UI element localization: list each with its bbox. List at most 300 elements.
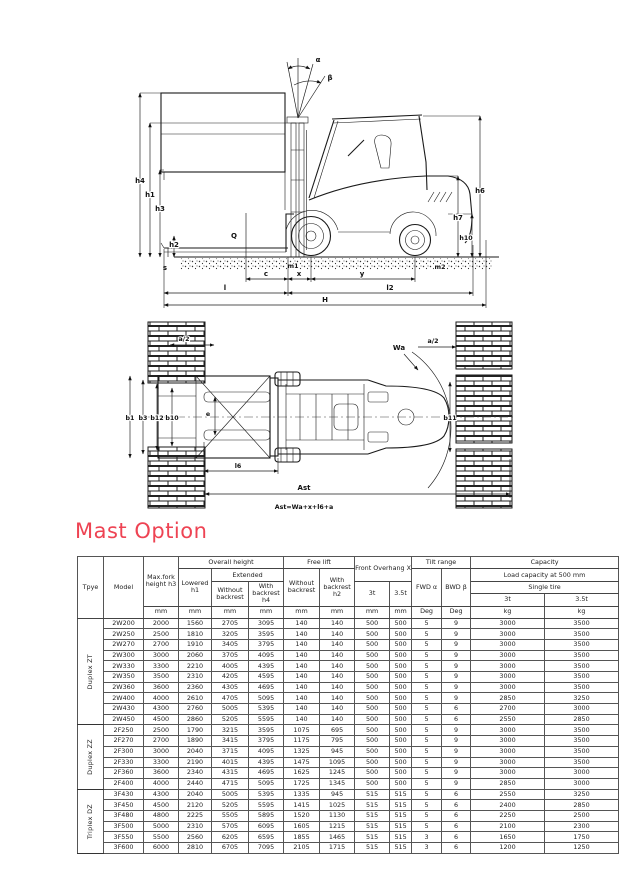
value-cell: 4695 <box>249 682 284 693</box>
value-cell: 1200 <box>471 843 545 854</box>
value-cell: 6 <box>442 810 471 821</box>
header-type: Tpye <box>78 557 104 619</box>
unit-cell: Deg <box>442 606 471 618</box>
value-cell: 1625 <box>284 768 320 779</box>
value-cell: 500 <box>390 629 412 640</box>
value-cell: 4300 <box>144 789 179 800</box>
value-cell: 3000 <box>471 672 545 683</box>
value-cell: 515 <box>390 810 412 821</box>
seat <box>375 135 391 168</box>
value-cell: 7095 <box>249 843 284 854</box>
value-cell: 5 <box>412 810 442 821</box>
model-cell: 3F430 <box>104 789 144 800</box>
rear-tire <box>368 432 388 442</box>
value-cell: 2810 <box>179 843 212 854</box>
value-cell: 5 <box>412 629 442 640</box>
value-cell: 3205 <box>212 629 249 640</box>
value-cell: 500 <box>355 704 390 715</box>
unit-cell: kg <box>545 606 619 618</box>
value-cell: 140 <box>284 650 320 661</box>
header-tilt-range: Tilt range <box>412 557 471 569</box>
table-row <box>78 800 619 811</box>
value-cell: 9 <box>442 672 471 683</box>
model-cell: 2W430 <box>104 704 144 715</box>
value-cell: 2500 <box>545 810 619 821</box>
value-cell: 9 <box>442 639 471 650</box>
value-cell: 500 <box>355 725 390 736</box>
value-cell: 2550 <box>471 789 545 800</box>
value-cell: 4715 <box>212 778 249 789</box>
value-cell: 140 <box>284 704 320 715</box>
value-cell: 2040 <box>179 746 212 757</box>
value-cell: 500 <box>355 768 390 779</box>
value-cell: 500 <box>355 618 390 629</box>
table-row <box>78 725 619 736</box>
value-cell: 5095 <box>249 693 284 704</box>
header-overhang-35t: 3.5t <box>390 581 412 606</box>
value-cell: 500 <box>355 746 390 757</box>
front-tire <box>275 372 300 386</box>
top-view-drawing <box>118 316 516 524</box>
value-cell: 5095 <box>249 778 284 789</box>
front-wheel <box>292 217 331 256</box>
value-cell: 9 <box>442 693 471 704</box>
model-cell: 3F550 <box>104 832 144 843</box>
value-cell: 3000 <box>471 650 545 661</box>
value-cell: 140 <box>284 672 320 683</box>
value-cell: 4800 <box>144 810 179 821</box>
value-cell: 1725 <box>284 778 320 789</box>
value-cell: 2310 <box>179 821 212 832</box>
value-cell: 4000 <box>144 778 179 789</box>
value-cell: 2300 <box>545 821 619 832</box>
value-cell: 5500 <box>144 832 179 843</box>
value-cell: 1520 <box>284 810 320 821</box>
value-cell: 3500 <box>545 672 619 683</box>
value-cell: 5 <box>412 650 442 661</box>
value-cell: 140 <box>284 661 320 672</box>
table-row <box>78 810 619 821</box>
value-cell: 140 <box>320 629 355 640</box>
value-cell: 2250 <box>471 810 545 821</box>
value-cell: 6000 <box>144 843 179 854</box>
header-lowered: Lowered h1 <box>179 569 212 606</box>
value-cell: 4705 <box>212 693 249 704</box>
vent-marks <box>428 192 452 202</box>
label-a2-left: a/2 <box>178 336 190 343</box>
value-cell: 4005 <box>212 661 249 672</box>
value-cell: 2190 <box>179 757 212 768</box>
table-row <box>78 843 619 854</box>
value-cell: 2440 <box>179 778 212 789</box>
label-h7: h7 <box>453 214 463 222</box>
value-cell: 1335 <box>284 789 320 800</box>
value-cell: 5 <box>412 618 442 629</box>
value-cell: 6 <box>442 789 471 800</box>
value-cell: 140 <box>284 629 320 640</box>
value-cell: 1325 <box>284 746 320 757</box>
value-cell: 5 <box>412 639 442 650</box>
value-cell: 500 <box>390 672 412 683</box>
value-cell: 500 <box>355 757 390 768</box>
value-cell: 9 <box>442 618 471 629</box>
value-cell: 140 <box>320 714 355 725</box>
value-cell: 9 <box>442 650 471 661</box>
value-cell: 3000 <box>545 768 619 779</box>
value-cell: 500 <box>355 650 390 661</box>
model-cell: 3F500 <box>104 821 144 832</box>
table-row <box>78 821 619 832</box>
value-cell: 1130 <box>320 810 355 821</box>
value-cell: 1890 <box>179 736 212 747</box>
value-cell: 500 <box>390 650 412 661</box>
value-cell: 1650 <box>471 832 545 843</box>
header-fl-with: With backrest h2 <box>320 569 355 606</box>
value-cell: 2850 <box>471 778 545 789</box>
value-cell: 4595 <box>249 672 284 683</box>
header-extended: Extended <box>212 569 284 581</box>
model-cell: 2W450 <box>104 714 144 725</box>
value-cell: 2040 <box>179 789 212 800</box>
value-cell: 515 <box>390 832 412 843</box>
value-cell: 2120 <box>179 800 212 811</box>
value-cell: 2550 <box>471 714 545 725</box>
value-cell: 500 <box>390 618 412 629</box>
value-cell: 3500 <box>545 629 619 640</box>
unit-cell: mm <box>284 606 320 618</box>
mast-option-table-wrap <box>77 556 619 854</box>
model-cell: 2W270 <box>104 639 144 650</box>
unit-cell: mm <box>179 606 212 618</box>
value-cell: 3500 <box>545 639 619 650</box>
model-cell: 2W400 <box>104 693 144 704</box>
value-cell: 5895 <box>249 810 284 821</box>
value-cell: 3595 <box>249 629 284 640</box>
value-cell: 3500 <box>144 672 179 683</box>
value-cell: 5205 <box>212 800 249 811</box>
model-cell: 2W200 <box>104 618 144 629</box>
value-cell: 1250 <box>545 843 619 854</box>
header-overhang-3t: 3t <box>355 581 390 606</box>
value-cell: 5595 <box>249 714 284 725</box>
table-row <box>78 639 619 650</box>
value-cell: 5000 <box>144 821 179 832</box>
header-cap-3t: 3t <box>471 594 545 606</box>
value-cell: 1810 <box>179 629 212 640</box>
value-cell: 5 <box>412 757 442 768</box>
value-cell: 1245 <box>320 768 355 779</box>
value-cell: 2360 <box>179 682 212 693</box>
front-tire <box>275 448 300 462</box>
value-cell: 4015 <box>212 757 249 768</box>
header-fl-without: Without backrest <box>284 569 320 606</box>
value-cell: 5 <box>412 693 442 704</box>
value-cell: 2850 <box>545 800 619 811</box>
value-cell: 5 <box>412 800 442 811</box>
label-load: Q <box>231 232 237 240</box>
value-cell: 500 <box>355 693 390 704</box>
value-cell: 4315 <box>212 768 249 779</box>
value-cell: 2700 <box>144 736 179 747</box>
label-m1: m1 <box>287 263 299 270</box>
label-h2: h2 <box>169 241 179 249</box>
value-cell: 2340 <box>179 768 212 779</box>
unit-cell: mm <box>212 606 249 618</box>
value-cell: 5 <box>412 682 442 693</box>
value-cell: 6705 <box>212 843 249 854</box>
group-label: Duplex ZZ <box>78 725 104 789</box>
label-b11: b11 <box>443 415 457 422</box>
value-cell: 4305 <box>212 682 249 693</box>
value-cell: 3250 <box>545 693 619 704</box>
value-cell: 3000 <box>471 639 545 650</box>
value-cell: 1855 <box>284 832 320 843</box>
value-cell: 3500 <box>545 757 619 768</box>
label-c: c <box>263 270 269 278</box>
value-cell: 6 <box>442 714 471 725</box>
value-cell: 3 <box>412 832 442 843</box>
header-free-lift: Free lift <box>284 557 355 569</box>
value-cell: 515 <box>355 843 390 854</box>
value-cell: 4500 <box>144 714 179 725</box>
table-row <box>78 672 619 683</box>
value-cell: 5 <box>412 725 442 736</box>
value-cell: 945 <box>320 746 355 757</box>
value-cell: 500 <box>355 682 390 693</box>
value-cell: 3000 <box>471 629 545 640</box>
value-cell: 140 <box>320 650 355 661</box>
value-cell: 3600 <box>144 682 179 693</box>
value-cell: 4205 <box>212 672 249 683</box>
forklift-body <box>286 115 472 256</box>
value-cell: 2705 <box>212 618 249 629</box>
turning-radius <box>393 344 451 488</box>
value-cell: 3500 <box>545 736 619 747</box>
value-cell: 2105 <box>284 843 320 854</box>
label-h6: h6 <box>475 187 485 195</box>
value-cell: 515 <box>355 832 390 843</box>
label-beta: β <box>327 74 333 82</box>
value-cell: 500 <box>355 672 390 683</box>
header-bwd: BWD β <box>442 569 471 606</box>
value-cell: 3500 <box>545 746 619 757</box>
label-b10: b10 <box>165 415 179 422</box>
unit-cell: mm <box>249 606 284 618</box>
value-cell: 6095 <box>249 821 284 832</box>
value-cell: 4095 <box>249 650 284 661</box>
unit-cell: kg <box>471 606 545 618</box>
table-row <box>78 757 619 768</box>
value-cell: 3705 <box>212 650 249 661</box>
value-cell: 3 <box>412 843 442 854</box>
value-cell: 5005 <box>212 704 249 715</box>
value-cell: 6595 <box>249 832 284 843</box>
value-cell: 3000 <box>471 618 545 629</box>
unit-cell: Deg <box>412 606 442 618</box>
label-H: H <box>322 296 328 304</box>
value-cell: 500 <box>390 693 412 704</box>
load-box <box>161 93 285 210</box>
table-row <box>78 650 619 661</box>
value-cell: 6 <box>442 821 471 832</box>
value-cell: 515 <box>390 843 412 854</box>
value-cell: 1345 <box>320 778 355 789</box>
value-cell: 3500 <box>545 725 619 736</box>
value-cell: 4500 <box>144 800 179 811</box>
tilt-range <box>287 56 333 118</box>
value-cell: 140 <box>284 618 320 629</box>
value-cell: 3000 <box>471 682 545 693</box>
value-cell: 9 <box>442 778 471 789</box>
value-cell: 2850 <box>471 693 545 704</box>
value-cell: 5395 <box>249 789 284 800</box>
table-row <box>78 618 619 629</box>
brick-blocks <box>148 322 512 508</box>
value-cell: 500 <box>390 682 412 693</box>
value-cell: 140 <box>320 672 355 683</box>
value-cell: 4395 <box>249 757 284 768</box>
label-h4: h4 <box>135 177 145 185</box>
header-front-overhang: Front Overhang X <box>355 557 412 582</box>
value-cell: 2100 <box>471 821 545 832</box>
header-with-backrest: With backrest h4 <box>249 581 284 606</box>
value-cell: 6 <box>442 843 471 854</box>
model-cell: 2F270 <box>104 736 144 747</box>
value-cell: 140 <box>284 682 320 693</box>
table-row <box>78 714 619 725</box>
value-cell: 9 <box>442 725 471 736</box>
value-cell: 500 <box>355 661 390 672</box>
value-cell: 6 <box>442 800 471 811</box>
value-cell: 3000 <box>545 704 619 715</box>
value-cell: 2850 <box>545 714 619 725</box>
model-cell: 2F330 <box>104 757 144 768</box>
group-label: Duplex ZT <box>78 618 104 725</box>
mast-option-table <box>77 556 619 854</box>
value-cell: 2210 <box>179 661 212 672</box>
label-h1: h1 <box>145 191 155 199</box>
value-cell: 5 <box>412 746 442 757</box>
table-row <box>78 736 619 747</box>
value-cell: 2500 <box>144 725 179 736</box>
forks-top <box>204 392 270 440</box>
value-cell: 1075 <box>284 725 320 736</box>
value-cell: 2610 <box>179 693 212 704</box>
label-h3: h3 <box>155 205 165 213</box>
unit-cell: mm <box>390 606 412 618</box>
value-cell: 3000 <box>144 746 179 757</box>
label-alpha: α <box>315 56 321 64</box>
value-cell: 6205 <box>212 832 249 843</box>
model-cell: 3F480 <box>104 810 144 821</box>
value-cell: 500 <box>390 757 412 768</box>
table-row <box>78 789 619 800</box>
value-cell: 5705 <box>212 821 249 832</box>
value-cell: 3250 <box>545 789 619 800</box>
label-wa: Wa <box>392 344 406 352</box>
value-cell: 1790 <box>179 725 212 736</box>
value-cell: 3795 <box>249 736 284 747</box>
value-cell: 945 <box>320 789 355 800</box>
value-cell: 140 <box>284 714 320 725</box>
value-cell: 3415 <box>212 736 249 747</box>
label-ast: Ast <box>297 484 311 492</box>
model-cell: 2F360 <box>104 768 144 779</box>
fork <box>161 214 294 252</box>
value-cell: 2860 <box>179 714 212 725</box>
rear-wheel <box>400 225 431 256</box>
value-cell: 500 <box>390 736 412 747</box>
value-cell: 2000 <box>144 618 179 629</box>
label-e: e <box>205 411 211 418</box>
value-cell: 3000 <box>545 778 619 789</box>
value-cell: 5 <box>412 661 442 672</box>
value-cell: 1605 <box>284 821 320 832</box>
value-cell: 4695 <box>249 768 284 779</box>
value-cell: 3000 <box>471 736 545 747</box>
value-cell: 1910 <box>179 639 212 650</box>
value-cell: 1475 <box>284 757 320 768</box>
group-label: Triplex DZ <box>78 789 104 853</box>
unit-cell: mm <box>144 606 179 618</box>
table-row <box>78 704 619 715</box>
header-capacity: Capacity <box>471 557 619 569</box>
value-cell: 1715 <box>320 843 355 854</box>
value-cell: 140 <box>320 661 355 672</box>
ground-line <box>174 257 499 270</box>
value-cell: 500 <box>390 714 412 725</box>
table-row <box>78 746 619 757</box>
model-cell: 3F450 <box>104 800 144 811</box>
value-cell: 3715 <box>212 746 249 757</box>
value-cell: 5 <box>412 789 442 800</box>
model-cell: 2W360 <box>104 682 144 693</box>
value-cell: 500 <box>355 736 390 747</box>
value-cell: 6 <box>442 704 471 715</box>
header-without-backrest: Without backrest <box>212 581 249 606</box>
table-row <box>78 693 619 704</box>
value-cell: 140 <box>320 618 355 629</box>
value-cell: 1465 <box>320 832 355 843</box>
value-cell: 5205 <box>212 714 249 725</box>
value-cell: 3795 <box>249 639 284 650</box>
value-cell: 500 <box>355 639 390 650</box>
side-view-drawing <box>128 50 502 320</box>
value-cell: 9 <box>442 682 471 693</box>
unit-cell: mm <box>320 606 355 618</box>
table-row <box>78 778 619 789</box>
value-cell: 5 <box>412 768 442 779</box>
value-cell: 500 <box>390 704 412 715</box>
value-cell: 695 <box>320 725 355 736</box>
value-cell: 4095 <box>249 746 284 757</box>
value-cell: 3300 <box>144 661 179 672</box>
value-cell: 5005 <box>212 789 249 800</box>
value-cell: 2400 <box>471 800 545 811</box>
value-cell: 1560 <box>179 618 212 629</box>
value-cell: 5 <box>412 704 442 715</box>
value-cell: 4395 <box>249 661 284 672</box>
value-cell: 2700 <box>144 639 179 650</box>
unit-cell: mm <box>355 606 390 618</box>
value-cell: 9 <box>442 757 471 768</box>
value-cell: 3595 <box>249 725 284 736</box>
right-dimensions <box>423 116 485 257</box>
value-cell: 500 <box>355 629 390 640</box>
value-cell: 515 <box>390 789 412 800</box>
model-cell: 2W250 <box>104 629 144 640</box>
value-cell: 5595 <box>249 800 284 811</box>
